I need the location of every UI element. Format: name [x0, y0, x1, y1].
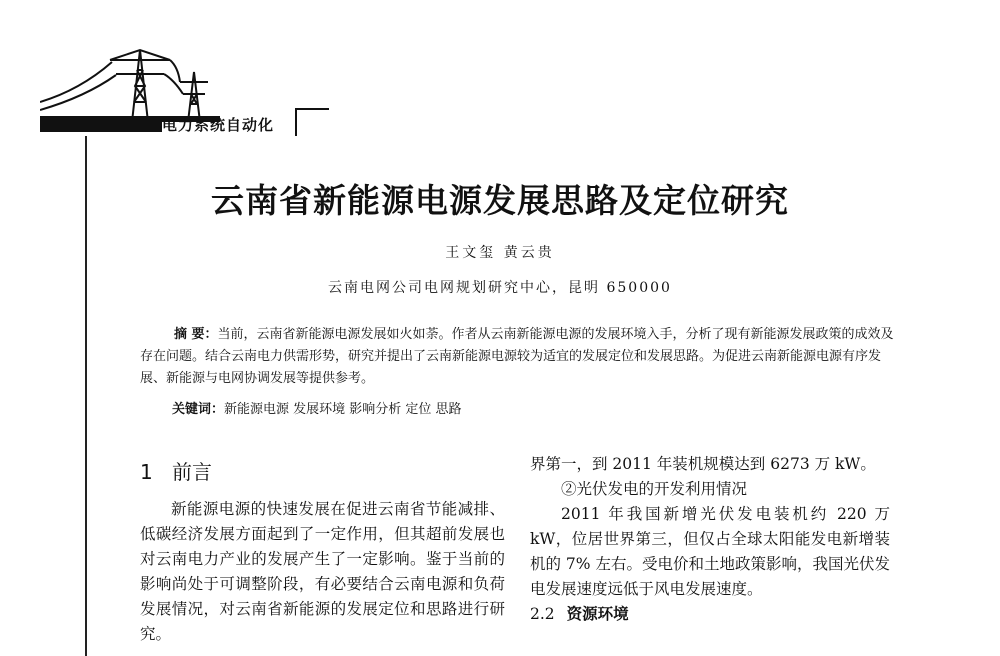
subsection-title: 资源环境 [566, 605, 629, 623]
journal-name: 电力系统自动化 [162, 116, 275, 134]
keywords-label: 关键词： [172, 402, 225, 417]
section-heading [140, 460, 505, 485]
abstract-text: 当前，云南省新能源电源发展如火如荼。作者从云南新能源电源的发展环境入手，分析了现有新能源发展政策的成效及存在问题。结合云南电力供需形势，研究并提出了云南新能源电源较为适宜的发展定位和发展思路。为促进云南新能源电源有序发展、新能源与电网协调发展等提供参考。 [140, 327, 894, 386]
authors: 王文玺 黄云贵 [445, 245, 555, 261]
paper-title: 云南省新能源电源发展思路及定位研究 [211, 181, 789, 220]
intro-paragraph: 新能源电源的快速发展在促进云南省节能减排、低碳经济发展方面起到了一定作用，但其超前发展也对云南电力产业的发展产生了一定影响。鉴于当前的影响尚处于可调整阶段，有必要结合云南电源和负荷发展情况，对云南省新能源的发展定位和思路进行研究。 [140, 500, 505, 643]
right-column [530, 452, 890, 627]
transmission-tower-logo [40, 42, 220, 122]
section-number: 1 [140, 460, 153, 484]
section-title: 前言 [172, 460, 212, 484]
subsection-number: 2.2 [530, 605, 555, 623]
affiliation: 云南电网公司电网规划研究中心，昆明 650000 [328, 280, 672, 296]
header-divider [295, 108, 297, 136]
header-bar [40, 118, 162, 132]
keywords [172, 400, 462, 420]
subsection-heading [530, 602, 890, 627]
pv-paragraph: 2011 年我国新增光伏发电装机约 220 万 kW，位居世界第三，但仅占全球太阳能发电新增装机的 7% 左右。受电价和土地政策影响，我国光伏发电发展速度远低于风电发展速度。 [530, 505, 890, 598]
abstract [140, 324, 900, 390]
left-column [140, 452, 505, 647]
continued-line: 界第一，到 2011 年装机规模达到 6273 万 kW。 [530, 455, 876, 473]
abstract-label: 摘 要： [174, 327, 218, 342]
header-divider-top [295, 108, 329, 110]
subitem-heading: ②光伏发电的开发利用情况 [561, 480, 748, 498]
keywords-text: 新能源电源 发展环境 影响分析 定位 思路 [224, 402, 462, 417]
